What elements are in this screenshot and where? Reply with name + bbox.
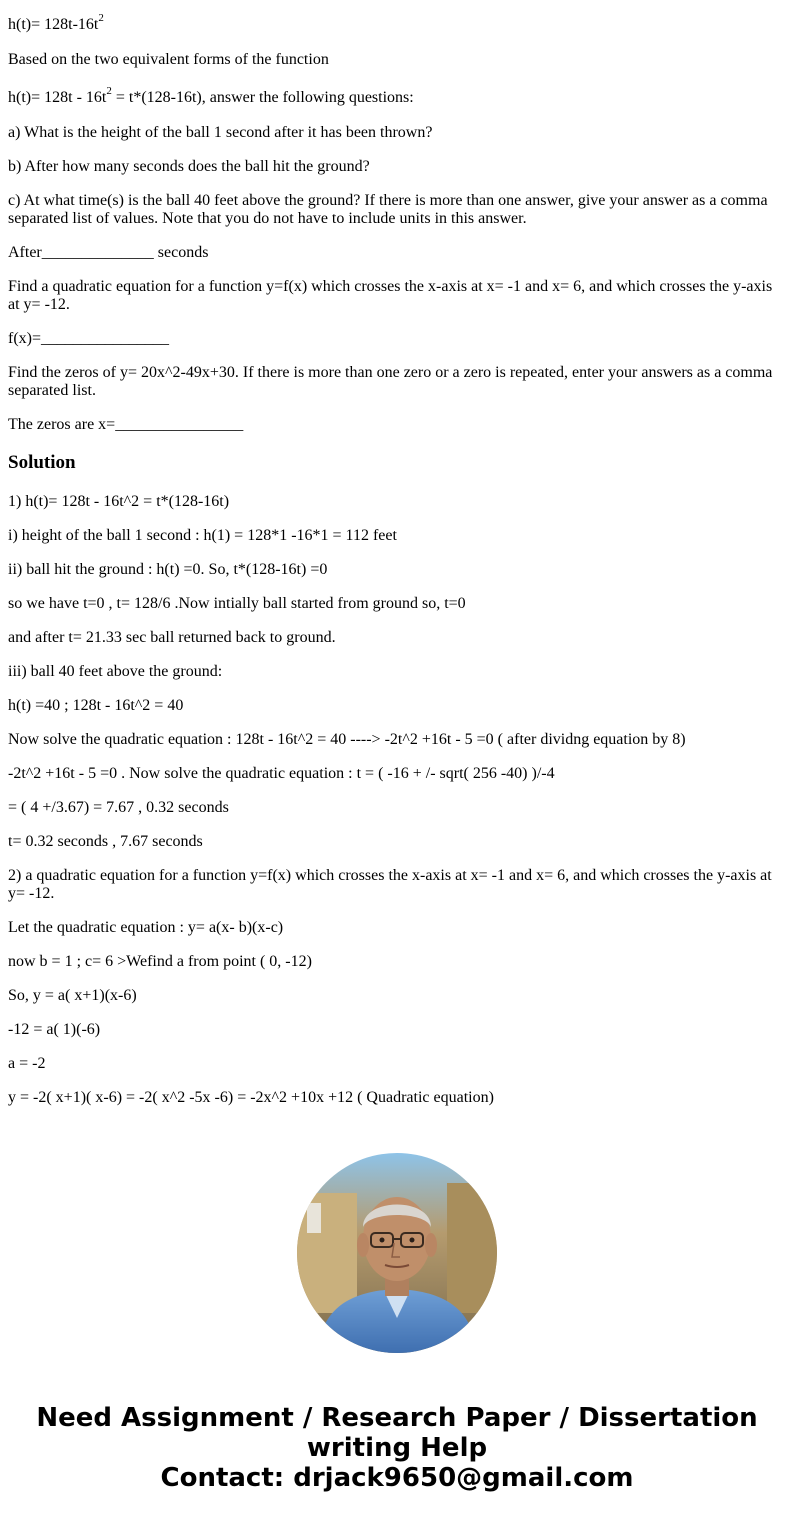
exponent: 2 (98, 12, 104, 24)
solution-line: -2t^2 +16t - 5 =0 . Now solve the quadratic equation : t = ( -16 + /- sqrt( 256 -40) )/-4 (8, 765, 555, 782)
answer-blank-fx: f(x)=________________ (8, 330, 170, 347)
banner-contact: Contact: drjack9650@gmail.com (160, 1463, 634, 1493)
answer-blank-zeros: The zeros are x=________________ (8, 416, 244, 433)
solution-line: so we have t=0 , t= 128/6 .Now intially ball started from ground so, t=0 (8, 595, 466, 612)
form-text: h(t)= 128t - 16t (8, 89, 107, 106)
equivalent-forms (8, 85, 778, 107)
solution-line: ii) ball hit the ground : h(t) =0. So, t*(128-16t) =0 (8, 561, 328, 578)
solution-line: Let the quadratic equation : y= a(x- b)(x-c) (8, 919, 284, 936)
exponent: 2 (106, 85, 112, 97)
solution-line: now b = 1 ; c= 6 >Wefind a from point ( 0, -12) (8, 953, 312, 970)
solution-line: y = -2( x+1)( x-6) = -2( x^2 -5x -6) = -2x^2 +10x +12 ( Quadratic equation) (8, 1089, 494, 1106)
solution-line: t= 0.32 seconds , 7.67 seconds (8, 833, 203, 850)
question-c: c) At what time(s) is the ball 40 feet above the ground? If there is more than one answer, give your answer as a comma separated list of values. Note that you do not have to include units in this answer. (8, 192, 768, 227)
author-avatar (297, 1153, 497, 1353)
solution-line: 2) a quadratic equation for a function y=f(x) which crosses the x-axis at x= -1 and x= 6, and which crosses the y-axis at y= -12. (8, 867, 772, 902)
solution-line: i) height of the ball 1 second : h(1) = 128*1 -16*1 = 112 feet (8, 527, 397, 544)
quadratic-question: Find a quadratic equation for a function y=f(x) which crosses the x-axis at x= -1 and x= 6, and which crosses the y-axis at y= -12. (8, 278, 773, 313)
solution-line: So, y = a( x+1)(x-6) (8, 987, 137, 1004)
promo-banner (0, 1403, 794, 1493)
solution-line: and after t= 21.33 sec ball returned back to ground. (8, 629, 336, 646)
function-text: h(t)= 128t-16t (8, 16, 99, 33)
solution-line: Now solve the quadratic equation : 128t - 16t^2 = 40 ----> -2t^2 +16t - 5 =0 ( after dividng equation by 8) (8, 731, 686, 748)
author-portrait-image (297, 1153, 497, 1353)
answer-blank-seconds: After______________ seconds (8, 244, 209, 261)
solution-line: iii) ball 40 feet above the ground: (8, 663, 223, 680)
solution-line: -12 = a( 1)(-6) (8, 1021, 101, 1038)
solution-line: a = -2 (8, 1055, 46, 1072)
banner-line: writing Help (306, 1433, 488, 1463)
banner-line: Need Assignment / Research Paper / Dissertation (36, 1403, 758, 1433)
question-a: a) What is the height of the ball 1 second after it has been thrown? (8, 124, 433, 141)
solution-line: h(t) =40 ; 128t - 16t^2 = 40 (8, 697, 184, 714)
function-definition (8, 12, 778, 34)
form-text-rest: = t*(128-16t), answer the following questions: (111, 89, 414, 106)
solution-line: 1) h(t)= 128t - 16t^2 = t*(128-16t) (8, 493, 230, 510)
intro-text: Based on the two equivalent forms of the function (8, 51, 329, 68)
question-b: b) After how many seconds does the ball hit the ground? (8, 158, 370, 175)
solution-line: = ( 4 +/3.67) = 7.67 , 0.32 seconds (8, 799, 229, 816)
zeros-question: Find the zeros of y= 20x^2-49x+30. If there is more than one zero or a zero is repeated, enter your answers as a comma separated list. (8, 364, 773, 399)
solution-heading: Solution (8, 452, 76, 473)
